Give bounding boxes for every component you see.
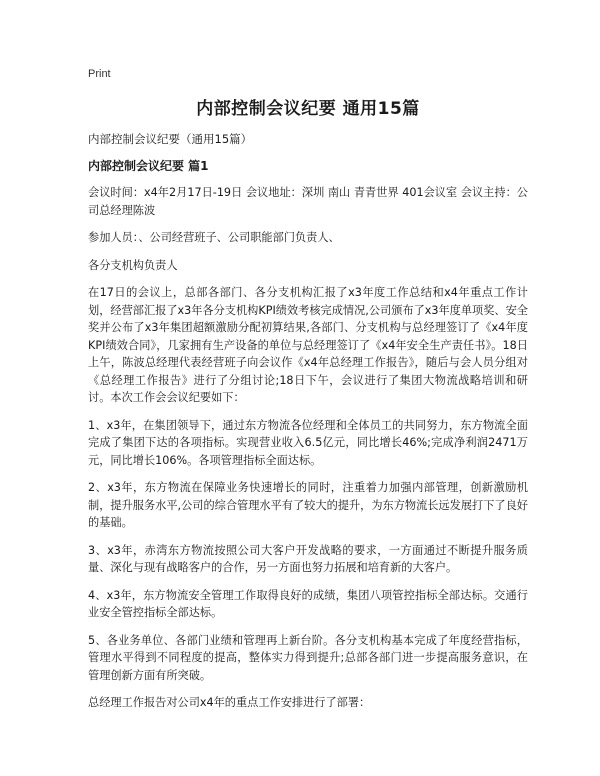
closing-paragraph: 总经理工作报告对公司x4年的重点工作安排进行了部署： (88, 696, 371, 709)
print-label[interactable]: Print (88, 68, 111, 80)
attendees-continued-paragraph: 各分支机构负责人 (88, 258, 178, 272)
point-2-paragraph: 2、x3年，东方物流在保障业务快速增长的同时，注重着力加强内部管理，创新激励机制，提升服务水平,公司的综合管理水平有了较大的提升，为东方物流长远发展打下了良好的基础。 (88, 481, 528, 529)
section-heading: 内部控制会议纪要 篇1 (88, 159, 209, 173)
summary-paragraph: 在17日的会议上，总部各部门、各分支机构汇报了x3年度工作总结和x4年重点工作计划，经营部汇报了x3年各分支机构KPI绩效考核完成情况,公司颁布了x3年度单项奖、安全奖并公布了x3年集团超额激励分配初算结果,各部门、分支机构与总经理签订了《x4年度KPI绩效合同》，几家拥有生产设备的单位与总经理签订了《x4年安全生产责任书》。18日上午，陈波总经理代表经营班子向会议作《x4年总经理工作报告》，随后与会人员分组对《总经理工作报告》进行了分组讨论;18日下午，会议进行了集团大物流战略培训和研讨。本次工作会会议纪要如下： (88, 286, 528, 404)
document-page (88, 68, 528, 722)
point-5-paragraph: 5、各业务单位、各部门业绩和管理再上新台阶。各分支机构基本完成了年度经营指标，管理水平得到不同程度的提高，整体实力得到提升;总部各部门进一步提高服务意识，在管理创新方面有所突破。 (88, 633, 528, 682)
attendees-paragraph: 参加人员：、公司经营班子、公司职能部门负责人、 (88, 231, 340, 244)
document-title: 内部控制会议纪要 通用15篇 (196, 99, 420, 119)
point-4-paragraph: 4、x3年，东方物流安全管理工作取得良好的成绩，集团八项管控指标全部达标。交通行业安全管控指标全部达标。 (88, 588, 528, 619)
point-1-paragraph: 1、x3年，在集团领导下，通过东方物流各位经理和全体员工的共同努力，东方物流全面完成了集团下达的各项指标。实现营业收入6.5亿元，同比增长46%;完成净利润2471万元，同比增长106%。各项管理指标全面达标。 (88, 418, 528, 467)
meeting-info-paragraph: 会议时间：x4年2月17日-19日 会议地址：深圳 南山 青青世界 401会议室 会议主持：公司总经理陈波 (88, 186, 528, 217)
point-3-paragraph: 3、x3年，赤湾东方物流按照公司大客户开发战略的要求，一方面通过不断提升服务质量、深化与现有战略客户的合作，另一方面也努力拓展和培育新的大客户。 (88, 543, 528, 574)
document-subtitle: 内部控制会议纪要（通用15篇） (88, 132, 253, 146)
